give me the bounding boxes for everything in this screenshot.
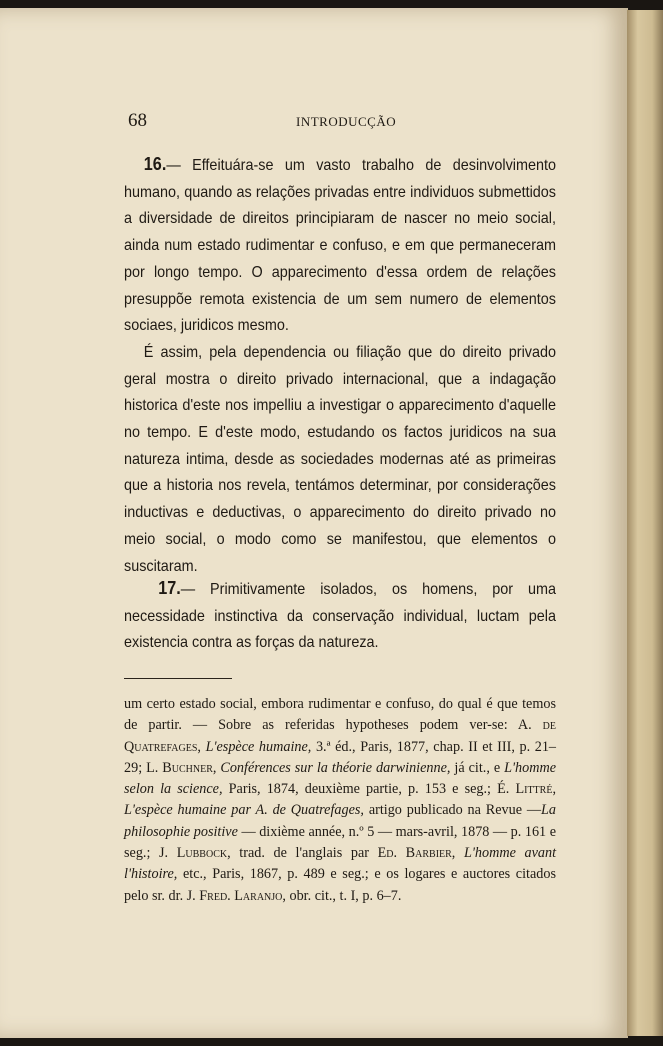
- section-16-number: 16.: [143, 154, 167, 174]
- title-espece-par-quatrefages: L'espèce humaine par A. de Quatrefages,: [124, 802, 364, 819]
- footnote-fragment: obr. cit., t. I, p. 6–7.: [289, 887, 402, 904]
- footnote-fragment: 3.ª éd., Paris, 1877, chap. II et III, p. 21–29; L.: [124, 738, 557, 776]
- title-philosophie-positive: La philosophie positive: [124, 802, 556, 840]
- page-header: [128, 108, 558, 138]
- footnote-fragment: trad. de l'anglais par: [239, 845, 369, 862]
- author-buchner: Buchner,: [162, 759, 217, 776]
- title-conferences: Conférences sur la théorie darwinienne,: [220, 759, 451, 776]
- section-16: [124, 151, 556, 580]
- author-barbier: Ed. Barbier,: [377, 845, 456, 862]
- title-homme-avant-histoire: L'homme avant l'histoire,: [124, 845, 557, 883]
- section-17-text: — Primitivamente isolados, os homens, por uma necessidade instinctiva da conservação individual, luctam pela existencia contra as forças da natureza.: [124, 581, 556, 652]
- page-number: 68: [128, 110, 147, 131]
- footnote-fragment: artigo publicado na Revue —: [368, 802, 542, 819]
- page-edge-shadow: [627, 10, 663, 1036]
- title-homme-selon-la-science: L'homme selon la science,: [124, 759, 557, 798]
- footnote-fragment: Paris, 1874, deuxième partie, p. 153 e seg.; É.: [228, 781, 510, 798]
- section-17-paragraph: [124, 575, 556, 657]
- section-16-paragraph-2: É assim, pela dependencia ou filiação que do direito privado geral mostra o direito privado internacional, que a indagação historica d'este nos impelliu a investigar o apparecimento d'aquelle no tempo. E d'este modo, estudando os factos juridicos na sua natureza intima, desde as sociedades modernas até as primeiras que a historia nos revela, tentámos determinar, por considerações inductivas e deductivas, o apparecimento do direito privado no meio social, o modo como se manifestou, que elementos o suscitaram.: [124, 343, 557, 575]
- author-lubbock: Lubbock,: [176, 845, 231, 862]
- title-espece-humaine: L'espèce humaine,: [205, 738, 312, 755]
- section-16-paragraph-1: [124, 151, 556, 340]
- section-16-text-1: — Effeituára-se um vasto trabalho de desinvolvimento humano, quando as relações privadas entre individuos submettidos a diversidade de direitos principiaram de nascer no meio social, ainda num estado rudimentar e confuso, e em que permaneceram por longo tempo. O apparecimento d'essa ordem de relações presuppõe remota existencia de um sem numero de elementos sociaes, juridicos mesmo.: [124, 157, 556, 335]
- running-title: INTRODUCÇÃO: [296, 114, 397, 129]
- author-laranjo: Fred. Laranjo,: [199, 887, 286, 904]
- book-page: [0, 8, 628, 1038]
- author-littre: Littré,: [515, 781, 556, 798]
- footnote-fragment: já cit., e: [454, 759, 501, 776]
- author-quatrefages: de Quatrefages,: [124, 717, 557, 755]
- footnote-fragment: um certo estado social, embora rudimentar e confuso, do qual é que temos de partir. — Sobre as referidas hypotheses podem ver-se: A.: [124, 696, 556, 734]
- footnote-separator: [124, 678, 232, 679]
- section-17: [124, 575, 556, 657]
- footnote-fragment: — dixième année, n.º 5 — mars-avril, 1878 — p. 161 e seg.; J.: [124, 823, 556, 862]
- footnote-fragment: etc., Paris, 1867, p. 489 e seg.; e os logares e auctores citados pelo sr. dr. J.: [124, 866, 556, 904]
- footnote-text: [124, 694, 556, 907]
- section-17-number: 17.: [158, 578, 181, 598]
- footnote: [124, 694, 556, 907]
